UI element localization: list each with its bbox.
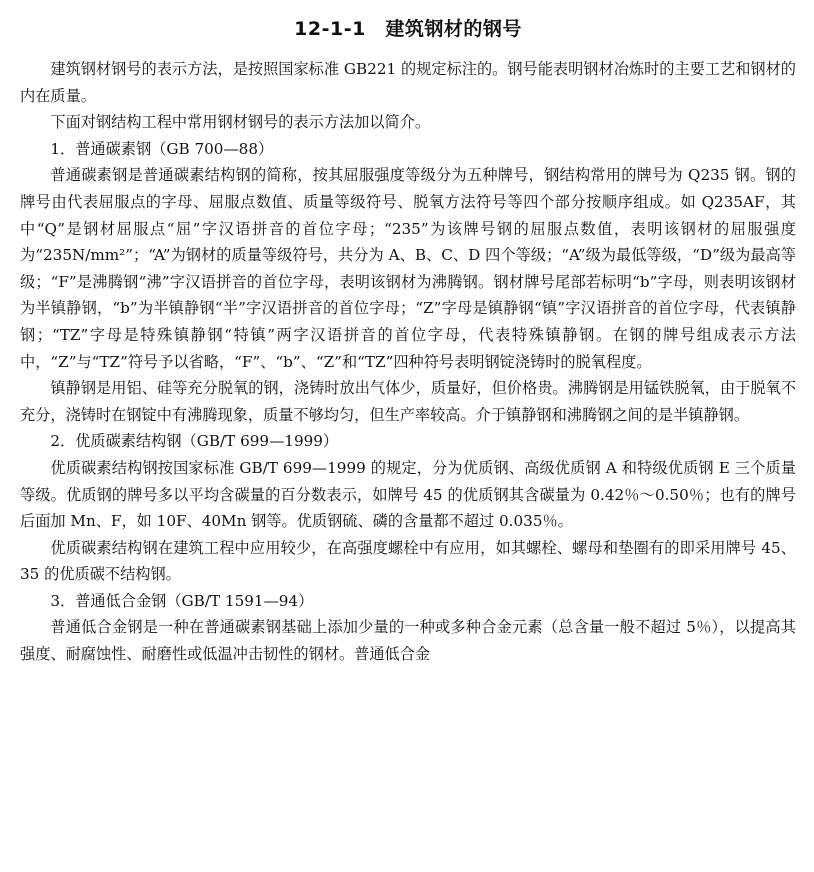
paragraph-low-alloy-steel: 普通低合金钢是一种在普通碳素钢基础上添加少量的一种或多种合金元素（总含量一般不超过 5％），以提高其强度、耐腐蚀性、耐磨性或低温冲击韧性的钢材。普通低合金 — [20, 618, 796, 664]
paragraph-carbon-steel: 普通碳素钢是普通碳素结构钢的简称，按其屈服强度等级分为五种牌号，钢结构常用的牌号为 Q235 钢。钢的牌号由代表屈服点的字母、屈服点数值、质量等级符号、脱氧方法符号等四个部分按顺序组成。如 Q235AF，其中“Q”是钢材屈服点“屈”字汉语拼音的首位字母；“235”为该牌号钢的屈服点数值，表明该钢材的屈服强度为“235N/mm²”；“A”为钢材的质量等级符号，共分为 A、B、C、D 四个等级；“A”级为最低等级，“D”级为最高等级；“F”是沸腾钢“沸”字汉语拼音的首位字母，表明该钢材为沸腾钢。钢材牌号尾部若标明“b”字母，则表明该钢材为半镇静钢，“b”为半镇静钢“半”字汉语拼音的首位字母；“Z”字母是镇静钢“镇”字汉语拼音的首位字母，代表镇静钢；“TZ”字母是特殊镇静钢“特镇”两字汉语拼音的首位字母，代表特殊镇静钢。在钢的牌号组成表示方法中，“Z”与“TZ”符号予以省略，“F”、“b”、“Z”和“TZ”四种符号表明钢锭浇铸时的脱氧程度。 — [20, 166, 796, 371]
section-title: 12-1-1 建筑钢材的钢号 — [294, 18, 522, 40]
subheading-quality-carbon-steel: 2．优质碳素结构钢（GB/T 699—1999） — [50, 432, 339, 451]
paragraph-overview: 下面对钢结构工程中常用钢材钢号的表示方法加以简介。 — [50, 113, 431, 132]
subheading-carbon-steel: 1．普通碳素钢（GB 700—88） — [50, 139, 274, 158]
paragraph-quality-carbon-steel: 优质碳素结构钢按国家标准 GB/T 699—1999 的规定，分为优质钢、高级优质钢 A 和特级优质钢 E 三个质量等级。优质钢的牌号多以平均含碳量的百分数表示，如牌号 45 的优质钢其含碳量为 0.42％～0.50％；也有的牌号后面加 Mn、F，如 10F、40Mn 钢等。优质钢硫、磷的含量都不超过 0.035％。 — [20, 458, 796, 531]
paragraph-killed-steel: 镇静钢是用铝、硅等充分脱氧的钢，浇铸时放出气体少，质量好，但价格贵。沸腾钢是用锰铁脱氧，由于脱氧不充分，浇铸时在钢锭中有沸腾现象，质量不够均匀，但生产率较高。介于镇静钢和沸腾钢之间的是半镇静钢。 — [20, 379, 796, 424]
paragraph-quality-usage: 优质碳素结构钢在建筑工程中应用较少，在高强度螺栓中有应用，如其螺栓、螺母和垫圈有的即采用牌号 45、35 的优质碳不结构钢。 — [20, 538, 796, 584]
paragraph-intro: 建筑钢材钢号的表示方法，是按照国家标准 GB221 的规定标注的。钢号能表明钢材冶炼时的主要工艺和钢材的内在质量。 — [20, 60, 796, 105]
subheading-low-alloy-steel: 3．普通低合金钢（GB/T 1591—94） — [50, 591, 314, 610]
